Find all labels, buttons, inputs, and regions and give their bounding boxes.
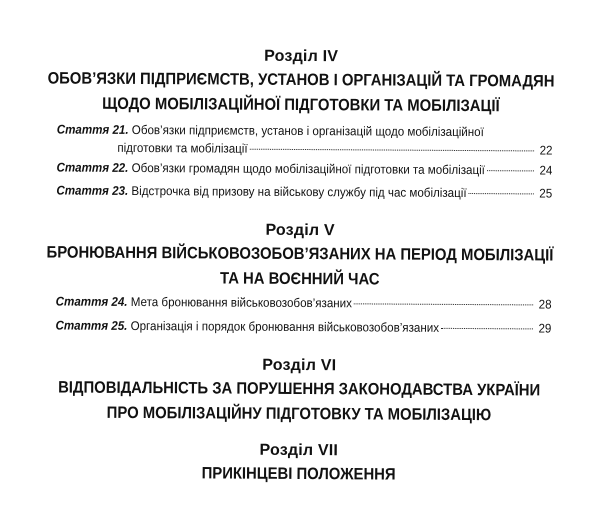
section-7-title-line-1: ПРИКІНЦЕВІ ПОЛОЖЕННЯ <box>201 464 396 484</box>
leader-dots <box>441 328 533 330</box>
section-4-title <box>31 66 571 119</box>
section-5-heading: Розділ V <box>265 221 335 240</box>
toc-entry-23-text: Відстрочка від призову на військову службу під час мобілізації <box>131 183 467 201</box>
toc-entry-23-heading <box>56 182 466 203</box>
section-4-heading: Розділ IV <box>264 47 339 66</box>
section-7-title <box>29 460 569 488</box>
section-6-title <box>29 375 569 428</box>
toc-entry-23[interactable] <box>56 182 552 203</box>
toc-entry-22-row <box>56 159 552 180</box>
toc-entry-25[interactable] <box>55 317 551 338</box>
section-5-title-line-2: ТА НА ВОЄННИЙ ЧАС <box>220 269 380 289</box>
toc-entry-22[interactable] <box>56 159 552 180</box>
toc-entry-23-page: 25 <box>539 186 553 201</box>
toc-entry-24[interactable] <box>56 293 552 314</box>
toc-entry-22-label: Стаття 22. <box>56 160 129 175</box>
toc-entry-24-label: Стаття 24. <box>55 294 128 309</box>
leader-dots <box>354 303 533 305</box>
toc-entry-25-text: Організація і порядок бронювання військовозобов’язаних <box>130 318 440 335</box>
section-6-title-line-2: ПРО МОБІЛІЗАЦІЙНУ ПІДГОТОВКУ ТА МОБІЛІЗАЦІЮ <box>106 403 492 425</box>
section-6-title-line-1: ВІДПОВІДАЛЬНІСТЬ ЗА ПОРУШЕННЯ ЗАКОНОДАВСТВА УКРАЇНИ <box>58 378 541 400</box>
toc-entry-22-page: 24 <box>539 163 553 178</box>
toc-entry-21-label: Стаття 21. <box>56 122 129 137</box>
toc-entry-24-row <box>56 293 552 314</box>
section-4-title-line-2: ЩОДО МОБІЛІЗАЦІЙНОЇ ПІДГОТОВКИ ТА МОБІЛІЗАЦІЇ <box>102 94 500 116</box>
toc-entry-25-heading <box>55 317 439 337</box>
toc-entry-21-page: 22 <box>539 143 553 158</box>
toc-entry-25-page: 29 <box>538 321 552 336</box>
toc-entry-23-row <box>56 182 552 203</box>
leader-dots <box>249 149 534 152</box>
leader-dots <box>468 193 533 194</box>
toc-entry-22-heading <box>56 159 485 180</box>
toc-entry-25-row <box>55 317 551 338</box>
section-5-title <box>30 240 570 293</box>
section-7-heading: Розділ VII <box>259 441 339 460</box>
toc-entry-24-heading <box>56 293 352 313</box>
section-5-title-line-1: БРОНЮВАННЯ ВІЙСЬКОВОЗОБОВ’ЯЗАНИХ НА ПЕРІОД МОБІЛІЗАЦІЇ <box>46 243 554 265</box>
leader-dots <box>487 170 534 171</box>
toc-entry-25-label: Стаття 25. <box>55 318 128 333</box>
toc-entry-24-text: Мета бронювання військовозобов’язаних <box>130 294 353 311</box>
toc-entry-21[interactable] <box>57 121 553 160</box>
toc-entry-23-label: Стаття 23. <box>56 183 129 198</box>
toc-entry-21-text-cont: підготовки та мобілізації <box>117 140 248 156</box>
section-6-heading: Розділ VI <box>262 356 337 375</box>
toc-entry-22-text: Обов’язки громадян щодо мобілізаційної підготовки та мобілізації <box>131 160 485 178</box>
section-4-title-line-1: ОБОВ’ЯЗКИ ПІДПРИЄМСТВ, УСТАНОВ І ОРГАНІЗАЦІЙ ТА ГРОМАДЯН <box>47 69 555 91</box>
toc-entry-21-text: Обов’язки підприємств, установ і організацій щодо мобілізаційної <box>131 122 484 140</box>
toc-entry-24-page: 28 <box>538 297 552 312</box>
toc-entry-21-line-2 <box>57 139 553 160</box>
